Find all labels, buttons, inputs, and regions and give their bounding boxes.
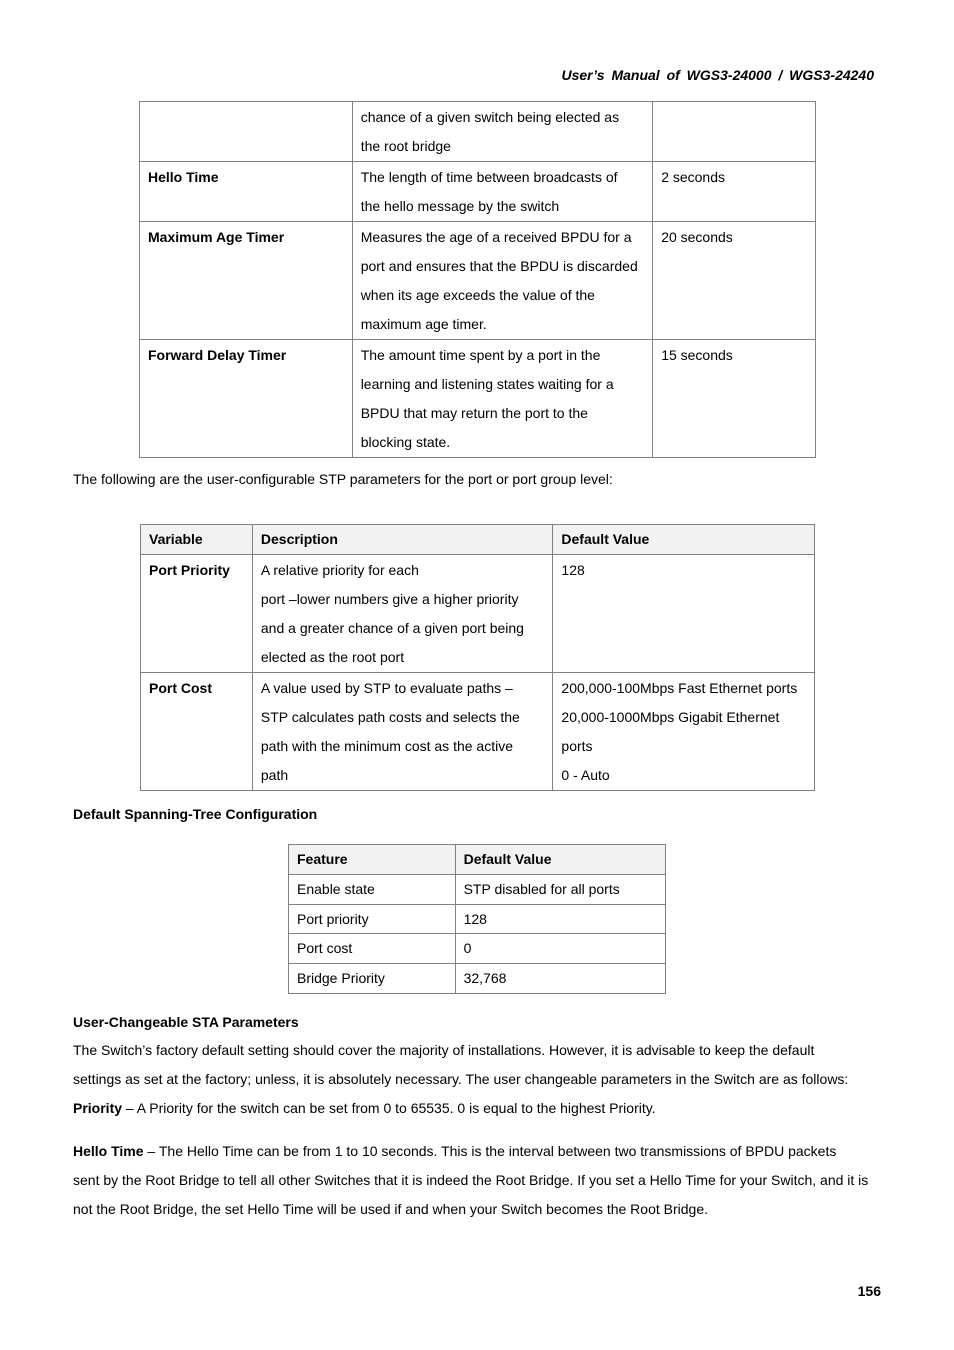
default-line: 0 - Auto xyxy=(561,767,610,783)
column-header: Feature xyxy=(289,845,456,875)
column-header: Default Value xyxy=(553,525,815,555)
value-cell: 128 xyxy=(455,905,665,934)
description-line: blocking state. xyxy=(360,434,451,450)
priority-text: – A Priority for the switch can be set from 0 to 65535. 0 is equal to the highest Priority. xyxy=(122,1100,656,1116)
feature-cell: Port priority xyxy=(289,905,456,934)
description-line: elected as the root port xyxy=(260,649,405,665)
default-line: 20,000-1000Mbps Gigabit Ethernet xyxy=(561,709,780,725)
page-number: 156 xyxy=(857,1283,881,1299)
value-cell: 0 xyxy=(455,934,665,964)
table-row xyxy=(289,905,666,934)
paragraph-line: sent by the Root Bridge to tell all other Switches that it is indeed the Root Bridge. If you set a Hello Time for your Switch, and it is xyxy=(73,1172,869,1188)
variable-default xyxy=(553,673,815,791)
param-default xyxy=(653,102,816,162)
default-line: ports xyxy=(561,738,593,754)
param-description xyxy=(352,102,653,162)
table-row xyxy=(289,934,666,964)
description-line: maximum age timer. xyxy=(360,316,487,332)
table-row xyxy=(140,222,816,340)
paragraph-line: not the Root Bridge, the set Hello Time will be used if and when your Switch becomes the Root Bridge. xyxy=(73,1201,709,1217)
description-line: path with the minimum cost as the active xyxy=(260,738,513,754)
description-line: port and ensures that the BPDU is discarded xyxy=(360,258,638,274)
default-line: 128 xyxy=(561,562,585,578)
table-row xyxy=(289,964,666,994)
description-line: The amount time spent by a port in the xyxy=(360,347,601,363)
intro-paragraph xyxy=(73,1036,848,1123)
description-line: STP calculates path costs and selects the xyxy=(260,709,520,725)
description-line: Measures the age of a received BPDU for a xyxy=(360,229,632,245)
feature-cell: Enable state xyxy=(289,875,456,905)
variable-description xyxy=(252,555,553,673)
value-cell: STP disabled for all ports xyxy=(455,875,665,905)
paragraph-line xyxy=(73,1137,868,1166)
column-header: Default Value xyxy=(455,845,665,875)
description-line: The length of time between broadcasts of xyxy=(360,169,618,185)
description-line: A value used by STP to evaluate paths – xyxy=(260,680,513,696)
paragraph-line: The Switch’s factory default setting should cover the majority of installations. However, it is advisable to keep the default xyxy=(73,1042,815,1058)
table-row xyxy=(140,102,816,162)
description-line: path xyxy=(260,767,289,783)
hello-time-paragraph xyxy=(73,1137,868,1224)
default-config-table xyxy=(288,844,666,994)
column-header: Description xyxy=(252,525,553,555)
bridge-parameters-table xyxy=(139,101,816,458)
feature-cell: Port cost xyxy=(289,934,456,964)
param-name: Forward Delay Timer xyxy=(140,340,353,458)
table-row xyxy=(289,875,666,905)
variable-description xyxy=(252,673,553,791)
port-params-intro: The following are the user-configurable STP parameters for the port or port group level: xyxy=(73,471,613,487)
column-header: Variable xyxy=(141,525,253,555)
param-name xyxy=(140,102,353,162)
default-line: 200,000-100Mbps Fast Ethernet ports xyxy=(561,680,798,696)
description-line: chance of a given switch being elected as xyxy=(360,109,620,125)
section-heading-user-params: User-Changeable STA Parameters xyxy=(73,1014,299,1030)
description-line: A relative priority for each xyxy=(260,562,419,578)
description-line: and a greater chance of a given port being xyxy=(260,620,524,636)
port-parameters-table xyxy=(140,524,815,791)
feature-cell: Bridge Priority xyxy=(289,964,456,994)
param-description xyxy=(352,162,653,222)
description-line: when its age exceeds the value of the xyxy=(360,287,595,303)
table-row xyxy=(141,673,815,791)
table-header-row xyxy=(289,845,666,875)
table-row xyxy=(140,162,816,222)
description-line: the hello message by the switch xyxy=(360,198,560,214)
page-header: User’s Manual of WGS3-24000 / WGS3-24240 xyxy=(561,67,874,83)
variable-default xyxy=(553,555,815,673)
param-description xyxy=(352,340,653,458)
paragraph-line-text: – The Hello Time can be from 1 to 10 seconds. This is the interval between two transmissions of BPDU packets xyxy=(143,1143,837,1159)
description-line: the root bridge xyxy=(360,138,451,154)
param-description xyxy=(352,222,653,340)
description-line: BPDU that may return the port to the xyxy=(360,405,588,421)
description-line: learning and listening states waiting for a xyxy=(360,376,614,392)
param-default: 15 seconds xyxy=(653,340,816,458)
paragraph-line: settings as set at the factory; unless, it is absolutely necessary. The user changeable parameters in the Switch are as follows: xyxy=(73,1071,849,1087)
param-name: Hello Time xyxy=(140,162,353,222)
section-heading-default-config: Default Spanning-Tree Configuration xyxy=(73,806,318,822)
param-default: 2 seconds xyxy=(653,162,816,222)
variable-name: Port Priority xyxy=(141,555,253,673)
param-name: Maximum Age Timer xyxy=(140,222,353,340)
variable-name: Port Cost xyxy=(141,673,253,791)
description-line: port –lower numbers give a higher priority xyxy=(260,591,519,607)
priority-term: Priority xyxy=(73,1100,123,1116)
table-row xyxy=(140,340,816,458)
table-row xyxy=(141,555,815,673)
hello-time-term: Hello Time xyxy=(73,1143,144,1159)
param-default: 20 seconds xyxy=(653,222,816,340)
value-cell: 32,768 xyxy=(455,964,665,994)
priority-paragraph xyxy=(73,1094,848,1123)
table-header-row xyxy=(141,525,815,555)
